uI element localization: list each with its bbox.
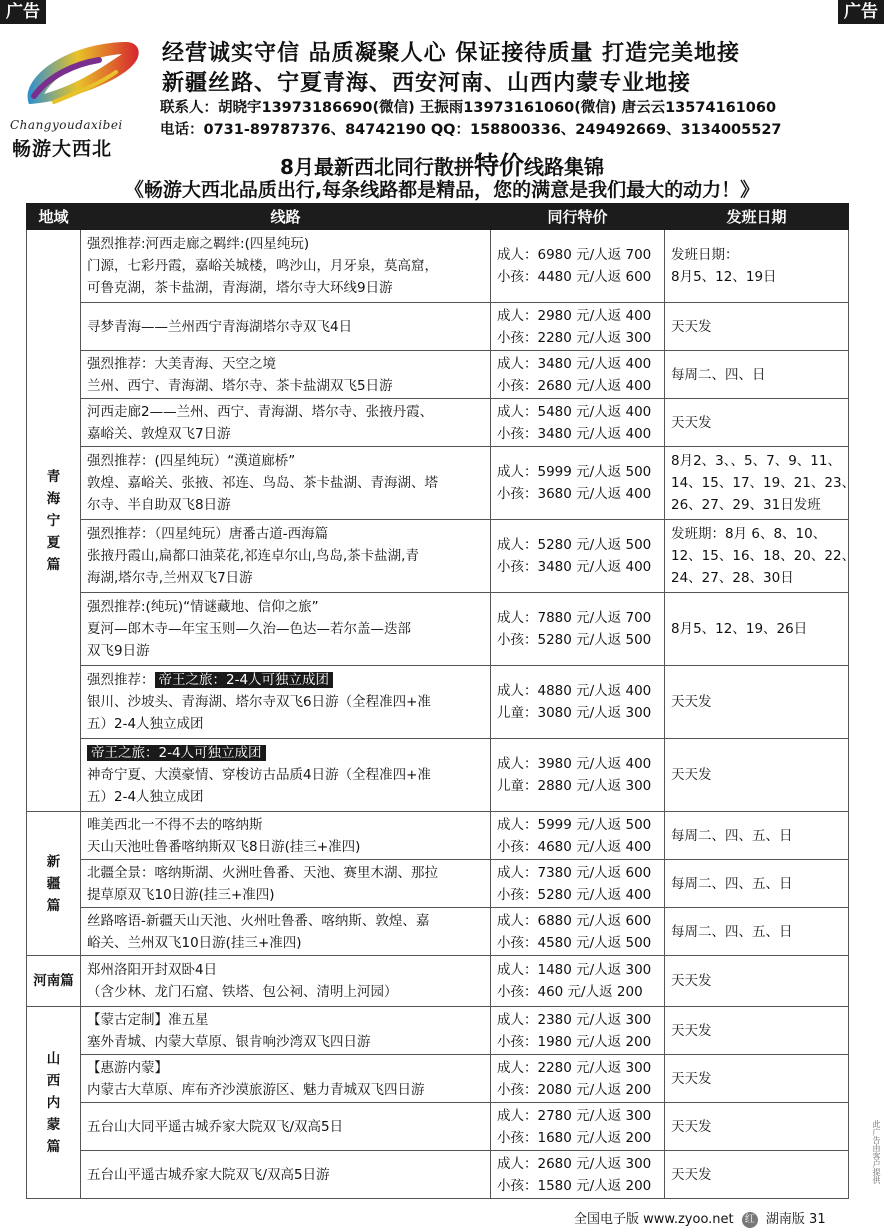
table-header-row [27,204,849,230]
adult-price: 成人：5480 元/人返 400 [497,403,652,420]
adult-price: 成人：5999 元/人返 500 [497,464,652,480]
schedule-cell [665,739,849,812]
route-line: （含少林、龙门石窟、铁塔、包公祠、清明上河园） [87,984,398,1000]
route-line: 提草原双飞10日游(挂三+准四) [87,886,275,903]
child-price: 小孩：2680 元/人返 400 [497,377,652,394]
price-cell [491,303,665,351]
table-row [27,666,849,739]
region-cell [27,956,81,1007]
table-row [27,1007,849,1055]
company-logo [4,24,154,160]
logo-roman-text: Changyoudaxibei [10,118,123,132]
schedule-line: 每周二、四、五、日 [671,827,793,844]
adult-price: 成人：6980 元/人返 700 [497,247,652,263]
child-price: 小孩：4680 元/人返 400 [497,838,652,855]
table-row [27,1103,849,1151]
logo-chinese-text: 畅游大西北 [12,138,113,160]
price-cell [491,230,665,303]
route-cell [81,666,491,739]
route-line: 强烈推荐:河西走廊之羁绊:(四星纯玩) [87,236,310,252]
schedule-cell [665,812,849,860]
schedule-cell [665,1007,849,1055]
child-price: 小孩：5280 元/人返 400 [497,886,652,903]
route-cell [81,593,491,666]
schedule-cell [665,230,849,303]
table-row [27,1151,849,1199]
schedule-line: 发班期：8月 6、8、10、 [671,526,827,542]
route-line: 强烈推荐：大美青海、天空之境 [87,355,276,372]
route-tag-prefix: 强烈推荐： [87,672,155,688]
table-row [27,303,849,351]
column-header-price: 同行特价 [491,204,665,230]
price-cell [491,666,665,739]
column-header-route: 线路 [81,204,491,230]
route-line: 河西走廊2——兰州、西宁、青海湖、塔尔寺、张掖丹霞、 [87,403,434,420]
child-price: 小孩：1980 元/人返 200 [497,1033,652,1050]
route-cell [81,351,491,399]
route-line: 五）2-4人独立成团 [87,789,204,805]
route-line: 北疆全景：喀纳斯湖、火洲吐鲁番、天池、赛里木湖、那拉 [87,864,438,881]
schedule-cell [665,1103,849,1151]
route-cell [81,1055,491,1103]
schedule-line: 天天发 [671,414,712,431]
route-line: 神奇宁夏、大漠豪情、穿梭访古品质4日游（全程准四+准 [87,767,431,783]
ad-label-left: 广告 [0,0,46,24]
route-line: 嘉峪关、敦煌双飞7日游 [87,425,231,442]
region-cell [27,812,81,956]
price-cell [491,956,665,1007]
child-price: 小孩：4580 元/人返 500 [497,934,652,951]
route-line: 郑州洛阳开封双卧4日 [87,962,218,978]
footer-seal-icon: 红 [742,1212,758,1228]
side-note: 此广告由客户提供 [872,1120,881,1184]
schedule-line: 天天发 [671,694,712,710]
route-cell [81,812,491,860]
route-line: 五台山平遥古城乔家大院双飞/双高5日游 [87,1166,330,1183]
schedule-line: 天天发 [671,318,712,335]
price-cell [491,520,665,593]
schedule-cell [665,908,849,956]
route-line: 门源，七彩丹霞，嘉峪关城楼，鸣沙山，月牙泉，莫高窟， [87,258,438,274]
route-line: 五台山大同平遥古城乔家大院双飞/双高5日 [87,1118,344,1135]
child-price: 小孩：460 元/人返 200 [497,984,643,1000]
schedule-line: 天天发 [671,767,712,783]
slogan-line-1: 经营诚实守信 品质凝聚人心 保证接待质量 打造完美地接 [162,41,740,66]
route-line: 强烈推荐：（四星纯玩）唐番古道-西海篇 [87,526,329,542]
schedule-cell [665,447,856,520]
route-line: 兰州、西宁、青海湖、塔尔寺、茶卡盐湖双飞5日游 [87,377,393,394]
adult-price: 成人：3980 元/人返 400 [497,756,652,772]
route-tag-line [87,742,484,764]
route-line: 张掖丹霞山,扁都口油菜花,祁连卓尔山,鸟岛,茶卡盐湖,青 [87,548,419,564]
schedule-cell [665,593,849,666]
route-cell [81,1151,491,1199]
adult-price: 成人：2680 元/人返 300 [497,1155,652,1172]
routes-table [26,203,856,1199]
title-suffix: 线路集锦 [523,155,604,179]
adult-price: 成人：1480 元/人返 300 [497,962,652,978]
child-price: 儿童：2880 元/人返 300 [497,778,652,794]
price-cell [491,1103,665,1151]
schedule-cell [665,860,849,908]
price-cell [491,908,665,956]
route-cell [81,230,491,303]
price-cell [491,1007,665,1055]
price-cell [491,399,665,447]
price-cell [491,1055,665,1103]
route-highlight-tag: 帝王之旅：2-4人可独立成团 [155,672,334,688]
schedule-cell [665,1151,849,1199]
page-footer [574,1208,826,1228]
table-row [27,593,849,666]
route-cell [81,1103,491,1151]
child-price: 小孩：2080 元/人返 200 [497,1081,652,1098]
adult-price: 成人：2280 元/人返 300 [497,1059,652,1076]
route-line: 丝路喀语-新疆天山天池、火州吐鲁番、喀纳斯、敦煌、嘉 [87,912,430,929]
table-row [27,812,849,860]
adult-price: 成人：2980 元/人返 400 [497,307,652,324]
child-price: 小孩：1580 元/人返 200 [497,1177,652,1194]
footer-website: 全国电子版 www.zyoo.net [574,1212,734,1227]
price-cell [491,593,665,666]
schedule-cell [665,666,849,739]
route-line: 天山天池吐鲁番喀纳斯双飞8日游(挂三+准四) [87,838,361,855]
footer-edition: 湖南版 31 [765,1212,826,1227]
title-prefix: 8月最新西北同行散拼 [280,155,474,179]
route-cell [81,520,491,593]
region-name: 青海宁夏篇 [46,468,61,573]
adult-price: 成人：7380 元/人返 600 [497,864,652,881]
route-line: 寻梦青海——兰州西宁青海湖塔尔寺双飞4日 [87,318,353,335]
schedule-line: 8月5、12、19、26日 [671,621,808,637]
contact-phones: 电话：0731-89787376、84742190 QQ：158800336、249492669、3134005527 [160,122,782,138]
adult-price: 成人：7880 元/人返 700 [497,610,652,626]
schedule-line: 天天发 [671,1022,712,1039]
route-line: 强烈推荐：(四星纯玩）“漢道廊桥” [87,453,296,469]
price-cell [491,351,665,399]
price-cell [491,1151,665,1199]
route-line: 内蒙古大草原、库布齐沙漠旅游区、魅力青城双飞四日游 [87,1081,425,1098]
table-row [27,447,849,520]
route-line: 【惠游内蒙】 [87,1059,168,1076]
schedule-line: 发班日期： [671,247,739,263]
route-cell [81,399,491,447]
schedule-line: 天天发 [671,973,712,989]
contact-persons: 联系人：胡晓宇13973186690(微信) 王振雨13973161060(微信) 唐云云13574161060 [160,100,777,116]
table-row [27,956,849,1007]
route-cell [81,739,491,812]
table-row [27,739,849,812]
table-row [27,860,849,908]
adult-price: 成人：5280 元/人返 500 [497,537,652,553]
schedule-cell [665,303,849,351]
schedule-cell [665,520,856,593]
adult-price: 成人：2780 元/人返 300 [497,1107,652,1124]
route-line: 塞外青城、内蒙大草原、银肯响沙湾双飞四日游 [87,1033,371,1050]
schedule-line: 8月5、12、19日 [671,269,777,285]
table-row [27,1055,849,1103]
schedule-line: 24、27、28、30日 [671,570,794,586]
schedule-cell [665,399,849,447]
column-header-region: 地域 [27,204,81,230]
region-name-line: 河南篇 [33,973,74,989]
schedule-cell [665,956,849,1007]
table-row [27,520,849,593]
adult-price: 成人：2380 元/人返 300 [497,1011,652,1028]
child-price: 小孩：3480 元/人返 400 [497,425,652,442]
schedule-cell [665,351,849,399]
schedule-line: 12、15、16、18、20、22、 [671,548,856,564]
schedule-line: 8月2、3、、5、7、9、11、 [671,453,841,469]
child-price: 儿童：3080 元/人返 300 [497,705,652,721]
child-price: 小孩：1680 元/人返 200 [497,1129,652,1146]
schedule-line: 每周二、四、五、日 [671,875,793,892]
schedule-line: 天天发 [671,1118,712,1135]
child-price: 小孩：3480 元/人返 400 [497,559,652,575]
table-row [27,351,849,399]
child-price: 小孩：4480 元/人返 600 [497,269,652,285]
route-line: 【蒙古定制】准五星 [87,1011,209,1028]
route-line: 海湖,塔尔寺,兰州双飞7日游 [87,570,253,586]
child-price: 小孩：5280 元/人返 500 [497,632,652,648]
route-line: 双飞9日游 [87,643,150,659]
route-cell [81,1007,491,1055]
schedule-line: 每周二、四、五、日 [671,923,793,940]
route-highlight-tag: 帝王之旅：2-4人可独立成团 [87,745,266,761]
logo-swoosh-icon [4,24,154,120]
slogan-line-2: 新疆丝路、宁夏青海、西安河南、山西内蒙专业地接 [162,71,692,96]
route-line: 强烈推荐:(纯玩)“情谜藏地、信仰之旅” [87,599,319,615]
route-line: 夏河—郎木寺—年宝玉则—久治—色达—若尔盖—迭部 [87,621,411,637]
adult-price: 成人：3480 元/人返 400 [497,355,652,372]
route-line: 五）2-4人独立成团 [87,716,204,732]
price-cell [491,812,665,860]
route-line: 唯美西北一不得不去的喀纳斯 [87,816,263,833]
schedule-line: 14、15、17、19、21、23、 [671,475,856,491]
price-cell [491,860,665,908]
table-row [27,399,849,447]
region-name: 新疆篇 [46,853,61,914]
ad-label-right: 广告 [838,0,884,24]
route-cell [81,303,491,351]
route-cell [81,908,491,956]
price-cell [491,739,665,812]
route-line: 敦煌、嘉峪关、张掖、祁连、鸟岛、茶卡盐湖、青海湖、塔 [87,475,438,491]
table-row [27,230,849,303]
route-tag-line [87,669,484,691]
adult-price: 成人：4880 元/人返 400 [497,683,652,699]
schedule-line: 天天发 [671,1166,712,1183]
region-name: 山西内蒙篇 [46,1050,61,1155]
region-cell [27,230,81,812]
schedule-cell [665,1055,849,1103]
price-cell [491,447,665,520]
child-price: 小孩：2280 元/人返 300 [497,329,652,346]
route-line: 可鲁克湖，茶卡盐湖，青海湖，塔尔寺大环线9日游 [87,280,393,296]
adult-price: 成人：6880 元/人返 600 [497,912,652,929]
routes-table-body [27,230,856,1199]
page-subtitle: 《畅游大西北品质出行,每条线路都是精品，您的满意是我们最大的动力！》 [124,179,760,201]
adult-price: 成人：5999 元/人返 500 [497,816,652,833]
route-cell [81,956,491,1007]
schedule-line: 26、27、29、31日发班 [671,497,821,513]
route-line: 峪关、兰州双飞10日游(挂三+准四) [87,934,302,951]
route-line: 尔寺、半自助双飞8日游 [87,497,231,513]
schedule-line: 每周二、四、日 [671,366,766,383]
schedule-line: 天天发 [671,1070,712,1087]
route-cell [81,860,491,908]
column-header-schedule: 发班日期 [665,204,849,230]
region-cell [27,1007,81,1199]
child-price: 小孩：3680 元/人返 400 [497,486,652,502]
route-line: 银川、沙坡头、青海湖、塔尔寺双飞6日游（全程准四+准 [87,694,431,710]
table-row [27,908,849,956]
title-highlight: 特价 [473,151,524,180]
route-cell [81,447,491,520]
